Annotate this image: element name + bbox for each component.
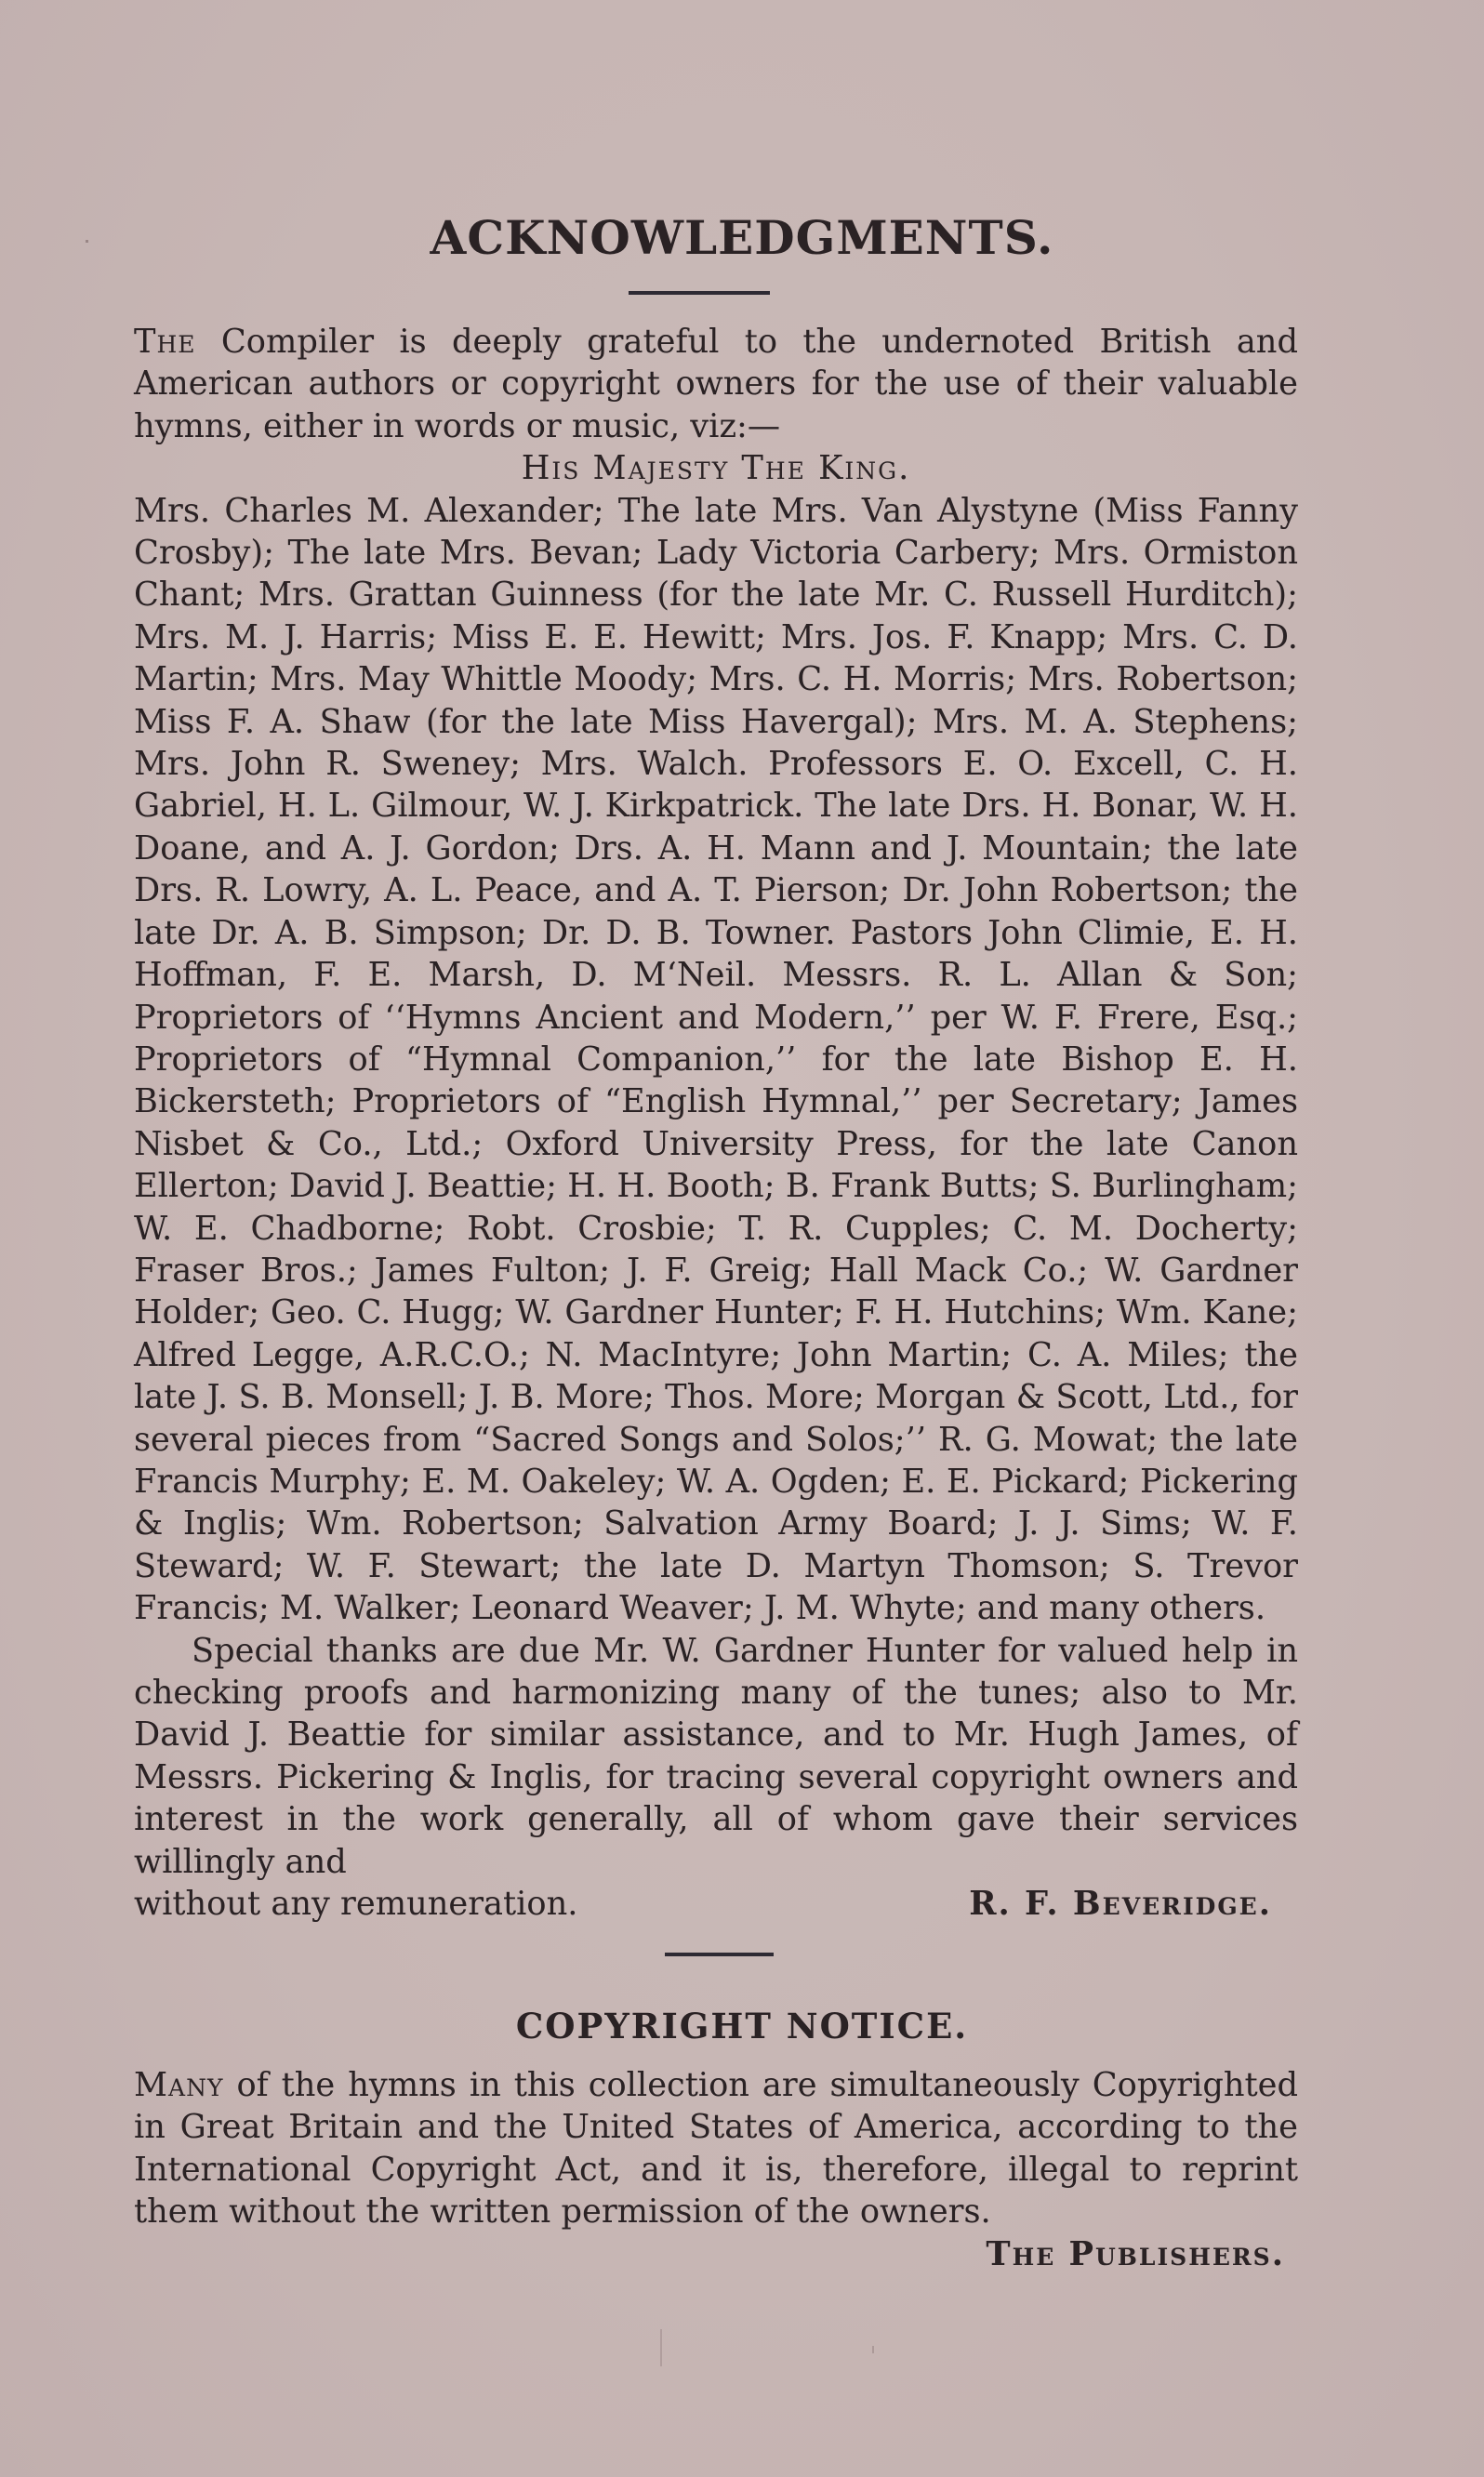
intro-lead-word: The <box>134 323 196 361</box>
paper-mark <box>660 2329 662 2366</box>
majesty-line: His Majesty The King. <box>521 449 911 488</box>
paper-speck <box>86 240 88 243</box>
names-paragraph: Mrs. Charles M. Alexander; The late Mrs. Van Alystyne (Miss Fanny Crosby); The late Mrs. Bevan; Lady Victoria Carbery; Mrs. Ormiston Chant; Mrs. Grattan Guinness (for the late Mr. C. Russell Hurditch); Mrs. M. J. Harris; Miss E. E. Hewitt; Mrs. Jos. F. Knapp; Mrs. C. D. Martin; Mrs. May Whittle Moody; Mrs. C. H. Morris; Mrs. Robertson; Miss F. A. Shaw (for the late Miss Havergal); Mrs. M. A. Stephens; Mrs. John R. Sweney; Mrs. Walch. Professors E. O. Excell, C. H. Gabriel, H. L. Gilmour, W. J. Kirkpatrick. The late Drs. H. Bonar, W. H. Doane, and A. J. Gordon; Drs. A. H. Mann and J. Mountain; the late Drs. R. Lowry, A. L. Peace, and A. T. Pierson; Dr. John Robertson; the late Dr. A. B. Simpson; Dr. D. B. Towner. Pastors John Climie, E. H. Hoffman, F. E. Marsh, D. M‘Neil. Messrs. R. L. Allan & Son; Proprietors of ‘‘Hymns Ancient and Modern,’’ per W. F. Frere, Esq.; Proprietors of “Hymnal Companion,’’ for the late Bishop E. H. Bickersteth; Proprietors of “English Hymnal,’’ per Secretary; James Nisbet & Co., Ltd.; Oxford University Press, for the late Canon Ellerton; David J. Beattie; H. H. Booth; B. Frank Butts; S. Burlingham; W. E. Chadborne; Robt. Crosbie; T. R. Cupples; C. M. Docherty; Fraser Bros.; James Fulton; J. F. Greig; Hall Mack Co.; W. Gardner Holder; Geo. C. Hugg; W. Gardner Hunter; F. H. Hutchins; Wm. Kane; Alfred Legge, A.R.C.O.; N. MacIntyre; John Martin; C. A. Miles; the late J. S. B. Monsell; J. B. More; Thos. More; Morgan & Scott, Ltd., for several pieces from “Sacred Songs and Solos;’’ R. G. Mowat; the late Francis Murphy; E. M. Oakeley; W. A. Ogden; E. E. Pickard; Pickering & Inglis; Wm. Robertson; Salvation Army Board; J. J. Sims; W. F. Steward; W. F. Stewart; the late D. Martyn Thomson; S. Trevor Francis; M. Walker; Leonard Weaver; J. M. Whyte; and many others. <box>134 491 1298 1628</box>
copyright-heading: COPYRIGHT NOTICE. <box>515 2006 969 2047</box>
compiler-signature: R. F. Beveridge. <box>969 1885 1272 1924</box>
paper-speck <box>872 2346 874 2353</box>
intro-paragraph <box>134 321 1298 447</box>
copyright-lead-word: Many <box>134 2066 224 2104</box>
thanks-paragraph: Special thanks are due Mr. W. Gardner Hunter for valued help in checking proofs and harmonizing many of the tunes; also to Mr. David J. Beattie for similar assistance, and to Mr. Hugh James, of Messrs. Pickering & Inglis, for tracing several copyright owners and interest in the work generally, all of whom gave their services willingly and <box>134 1631 1298 1881</box>
copyright-paragraph <box>134 2064 1298 2233</box>
thanks-last-line: without any remuneration. <box>134 1885 578 1924</box>
heading-divider <box>629 291 770 295</box>
section-divider <box>665 1953 774 1956</box>
acknowledgments-heading: ACKNOWLEDGMENTS. <box>430 210 1054 265</box>
intro-text: Compiler is deeply grateful to the undernoted British and American authors or copyright owners for the use of their valuable hymns, either in words or music, viz:— <box>134 323 1298 445</box>
publishers-signature: The Publishers. <box>986 2234 1285 2273</box>
copyright-text: of the hymns in this collection are simultaneously Copyrighted in Great Britain and the United States of America, according to the International Copyright Act, and it is, therefore, illegal to reprint them without the written permission of the owners. <box>134 2066 1298 2232</box>
thanks-closing-line <box>134 1883 1298 1925</box>
copyright-body <box>134 2064 1298 2275</box>
acknowledgments-body <box>134 321 1298 1925</box>
